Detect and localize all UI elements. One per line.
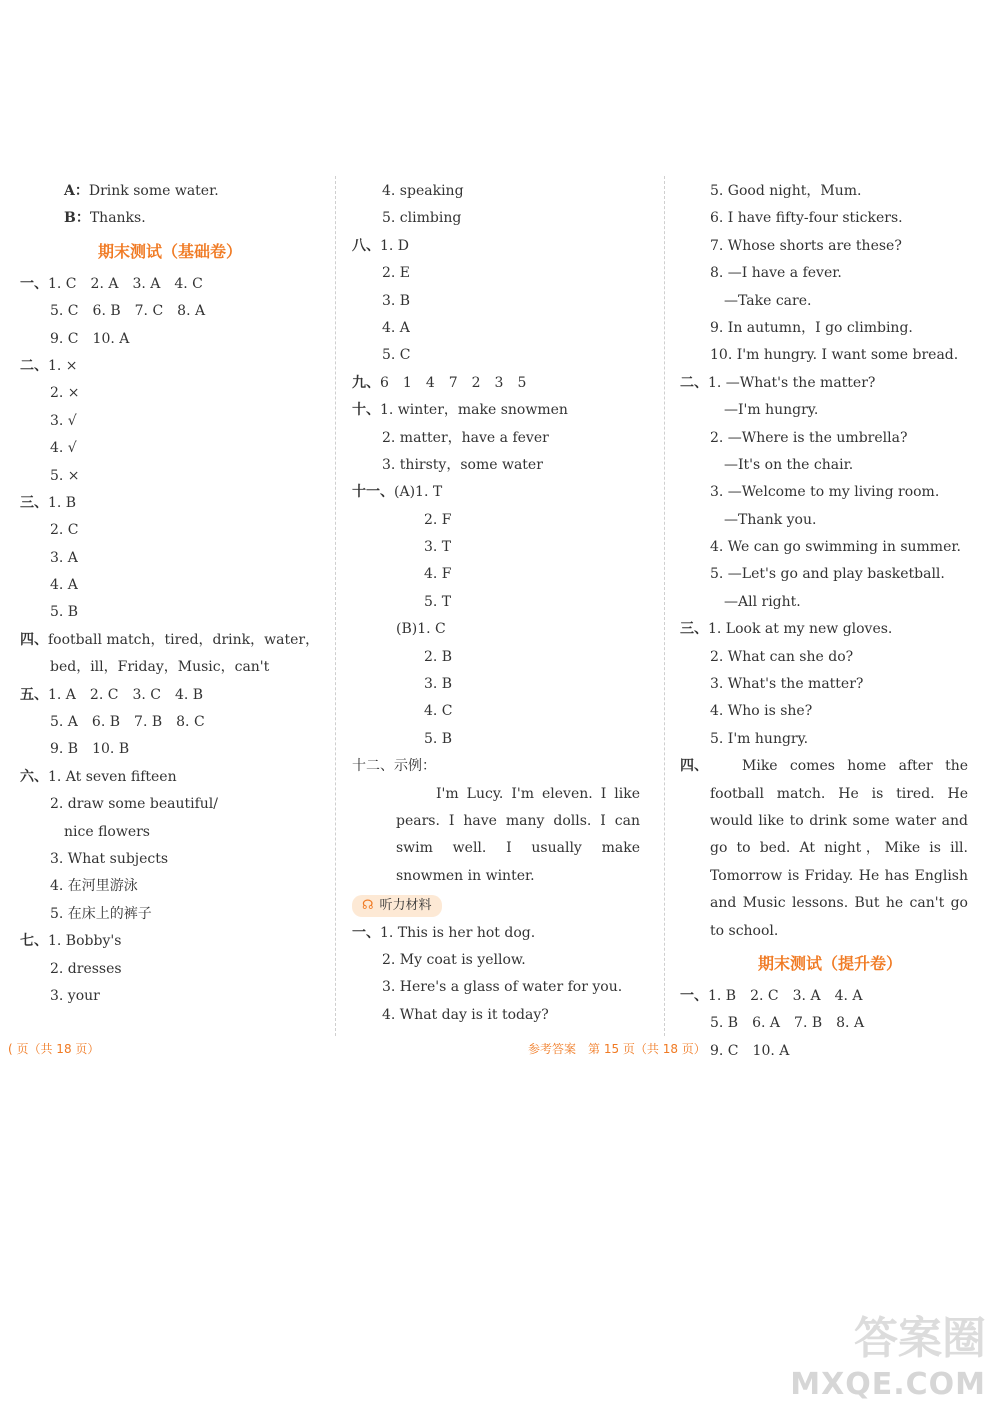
c3-s2-item-3: 2. —Where is the umbrella? xyxy=(710,429,908,446)
c3-s3-item-2: 2. What can she do? xyxy=(710,648,854,665)
col3-top-2: 6. I have fifty-four stickers. xyxy=(710,210,903,227)
footer-page-number: 参考答案 第 15 页（共 18 页） xyxy=(528,1042,706,1056)
c3-s4-label: 四、 xyxy=(680,758,708,775)
footer-left: ( 页（共 18 页） xyxy=(8,1042,100,1056)
c3-s3-item-5: 5. I'm hungry. xyxy=(710,730,809,747)
listening-item-3: 3. Here's a glass of water for you. xyxy=(382,979,623,996)
s8-item-5: 5. C xyxy=(382,347,411,364)
s11-b-item-4: 4. C xyxy=(424,703,453,720)
s7-item-2: 2. dresses xyxy=(50,960,122,977)
listening-item-1: 一、1. This is her hot dog. xyxy=(352,924,536,941)
s8-item-2: 2. E xyxy=(382,265,411,282)
s5-row-2: 5. A 6. B 7. B 8. C xyxy=(50,714,205,731)
s11-b-item-2: 2. B xyxy=(424,648,453,665)
s12-label: 十二、示例： xyxy=(352,758,436,775)
c3-s2-item-7: 4. We can go swimming in summer. xyxy=(710,539,961,556)
c3-s2-item-6: —Thank you. xyxy=(724,511,817,528)
col3-top-4: 8. —I have a fever. xyxy=(710,265,842,282)
s5-row-1: 五、1. A 2. C 3. C 4. B xyxy=(20,686,204,703)
s11-a-item-5: 5. T xyxy=(424,593,452,610)
c3-s3-item-1: 三、1. Look at my new gloves. xyxy=(680,621,893,638)
column-2 xyxy=(352,178,652,1029)
listening-label-row xyxy=(352,892,652,919)
s2-item-3: 3. √ xyxy=(50,412,77,429)
c3-s4-block xyxy=(680,753,980,945)
c3-s1b-row-3: 9. C 10. A xyxy=(710,1042,790,1059)
s3-item-1: 三、1. B xyxy=(20,494,77,511)
c3-s3-item-4: 4. Who is she? xyxy=(710,703,813,720)
s12-paragraph: I'm Lucy. I'm eleven. I like pears. I have many dolls. I can swim well. I usually make snowmen in winter. xyxy=(396,785,640,884)
column-3 xyxy=(680,178,980,1065)
s6-item-4: 4. 在河里游泳 xyxy=(50,878,138,895)
s6-item-2: 2. draw some beautiful/ xyxy=(50,796,218,813)
s4-line-1: 四、football match，tired，drink，water， xyxy=(20,631,320,648)
s5-row-3: 9. B 10. B xyxy=(50,741,130,758)
section-heading-advanced: 期末测试（提升卷） xyxy=(757,954,902,974)
s6-item-3: 3. What subjects xyxy=(50,850,169,867)
col3-top-6: 9. In autumn，I go climbing. xyxy=(710,319,913,336)
s7-item-1: 七、1. Bobby's xyxy=(20,933,122,950)
c3-s2-item-1: 二、1. —What's the matter? xyxy=(680,374,876,391)
s8-item-1: 八、1. D xyxy=(352,237,410,254)
s10-item-3: 3. thirsty，some water xyxy=(382,456,543,473)
s3-item-5: 5. B xyxy=(50,604,79,621)
col3-top-5: —Take care. xyxy=(724,292,812,309)
col2-top-2: 5. climbing xyxy=(382,210,462,227)
c3-s2-item-5: 3. —Welcome to my living room. xyxy=(710,484,940,501)
c3-s3-item-3: 3. What's the matter? xyxy=(710,676,864,693)
s3-item-4: 4. A xyxy=(50,577,78,594)
headphones-icon: ☊ xyxy=(362,898,374,914)
s6-item-1: 六、1. At seven fifteen xyxy=(20,768,177,785)
s10-item-2: 2. matter，have a fever xyxy=(382,429,549,446)
s2-item-1: 二、1. × xyxy=(20,357,78,374)
s3-item-3: 3. A xyxy=(50,549,78,566)
s4-line-2: bed，ill，Friday，Music，can't xyxy=(50,659,270,676)
s3-item-2: 2. C xyxy=(50,522,79,539)
s1-row-3: 9. C 10. A xyxy=(50,330,130,347)
s11-a-item-2: 2. F xyxy=(424,511,452,528)
dialog-line-a: A：Drink some water. xyxy=(64,183,219,199)
c3-s2-item-2: —I'm hungry. xyxy=(724,402,819,419)
s11-a-item-3: 3. T xyxy=(424,539,452,556)
s6-item-5: 5. 在床上的裤子 xyxy=(50,905,152,922)
s10-item-1: 十、1. winter，make snowmen xyxy=(352,402,568,419)
s7-item-3: 3. your xyxy=(50,987,100,1004)
s8-item-3: 3. B xyxy=(382,292,411,309)
watermark-logo: 答案圈 xyxy=(854,1313,986,1364)
dialog-line-b: B：Thanks. xyxy=(64,210,146,227)
watermark-text: MXQE.COM xyxy=(790,1367,986,1402)
s2-item-4: 4. √ xyxy=(50,440,77,457)
listening-badge: ☊ 听力材料 xyxy=(352,895,442,917)
c3-s1b-row-2: 5. B 6. A 7. B 8. A xyxy=(710,1015,865,1032)
s11-b-item-1: (B)1. C xyxy=(396,621,446,638)
column-divider-2 xyxy=(664,176,665,1036)
s11-a-item-1: 十一、(A)1. T xyxy=(352,484,443,501)
s8-item-4: 4. A xyxy=(382,319,410,336)
col3-top-3: 7. Whose shorts are these? xyxy=(710,237,902,254)
listening-item-4: 4. What day is it today? xyxy=(382,1006,549,1023)
s2-item-5: 5. × xyxy=(50,467,80,484)
s9-order: 九、6 1 4 7 2 3 5 xyxy=(352,374,527,391)
s2-item-2: 2. × xyxy=(50,385,80,402)
column-divider-1 xyxy=(335,176,336,1036)
s6-item-2-cont: nice flowers xyxy=(64,823,150,840)
col2-top-1: 4. speaking xyxy=(382,183,464,199)
s11-b-item-3: 3. B xyxy=(424,676,453,693)
col3-top-1: 5. Good night，Mum. xyxy=(710,183,862,199)
section-heading-basic: 期末测试（基础卷） xyxy=(97,241,242,261)
c3-s2-item-9: —All right. xyxy=(724,593,801,610)
s1-row-2: 5. C 6. B 7. C 8. A xyxy=(50,303,206,320)
c3-s2-item-8: 5. —Let's go and play basketball. xyxy=(710,566,945,583)
c3-s2-item-4: —It's on the chair. xyxy=(724,456,854,473)
listening-item-2: 2. My coat is yellow. xyxy=(382,952,526,968)
s11-b-item-5: 5. B xyxy=(424,730,453,747)
s11-a-item-4: 4. F xyxy=(424,566,452,583)
s1-row-1: 一、1. C 2. A 3. A 4. C xyxy=(20,275,203,292)
column-1 xyxy=(20,178,320,1010)
col3-top-7: 10. I'm hungry. I want some bread. xyxy=(710,347,959,364)
c3-s4-paragraph: Mike comes home after the football match. He is tired. He would like to drink some water and go to bed. At night，Mike is ill. Tomorrow is Friday. He has English and Music lessons. But he can't go to school. xyxy=(710,758,968,939)
c3-s1b-row-1: 一、1. B 2. C 3. A 4. A xyxy=(680,988,863,1005)
